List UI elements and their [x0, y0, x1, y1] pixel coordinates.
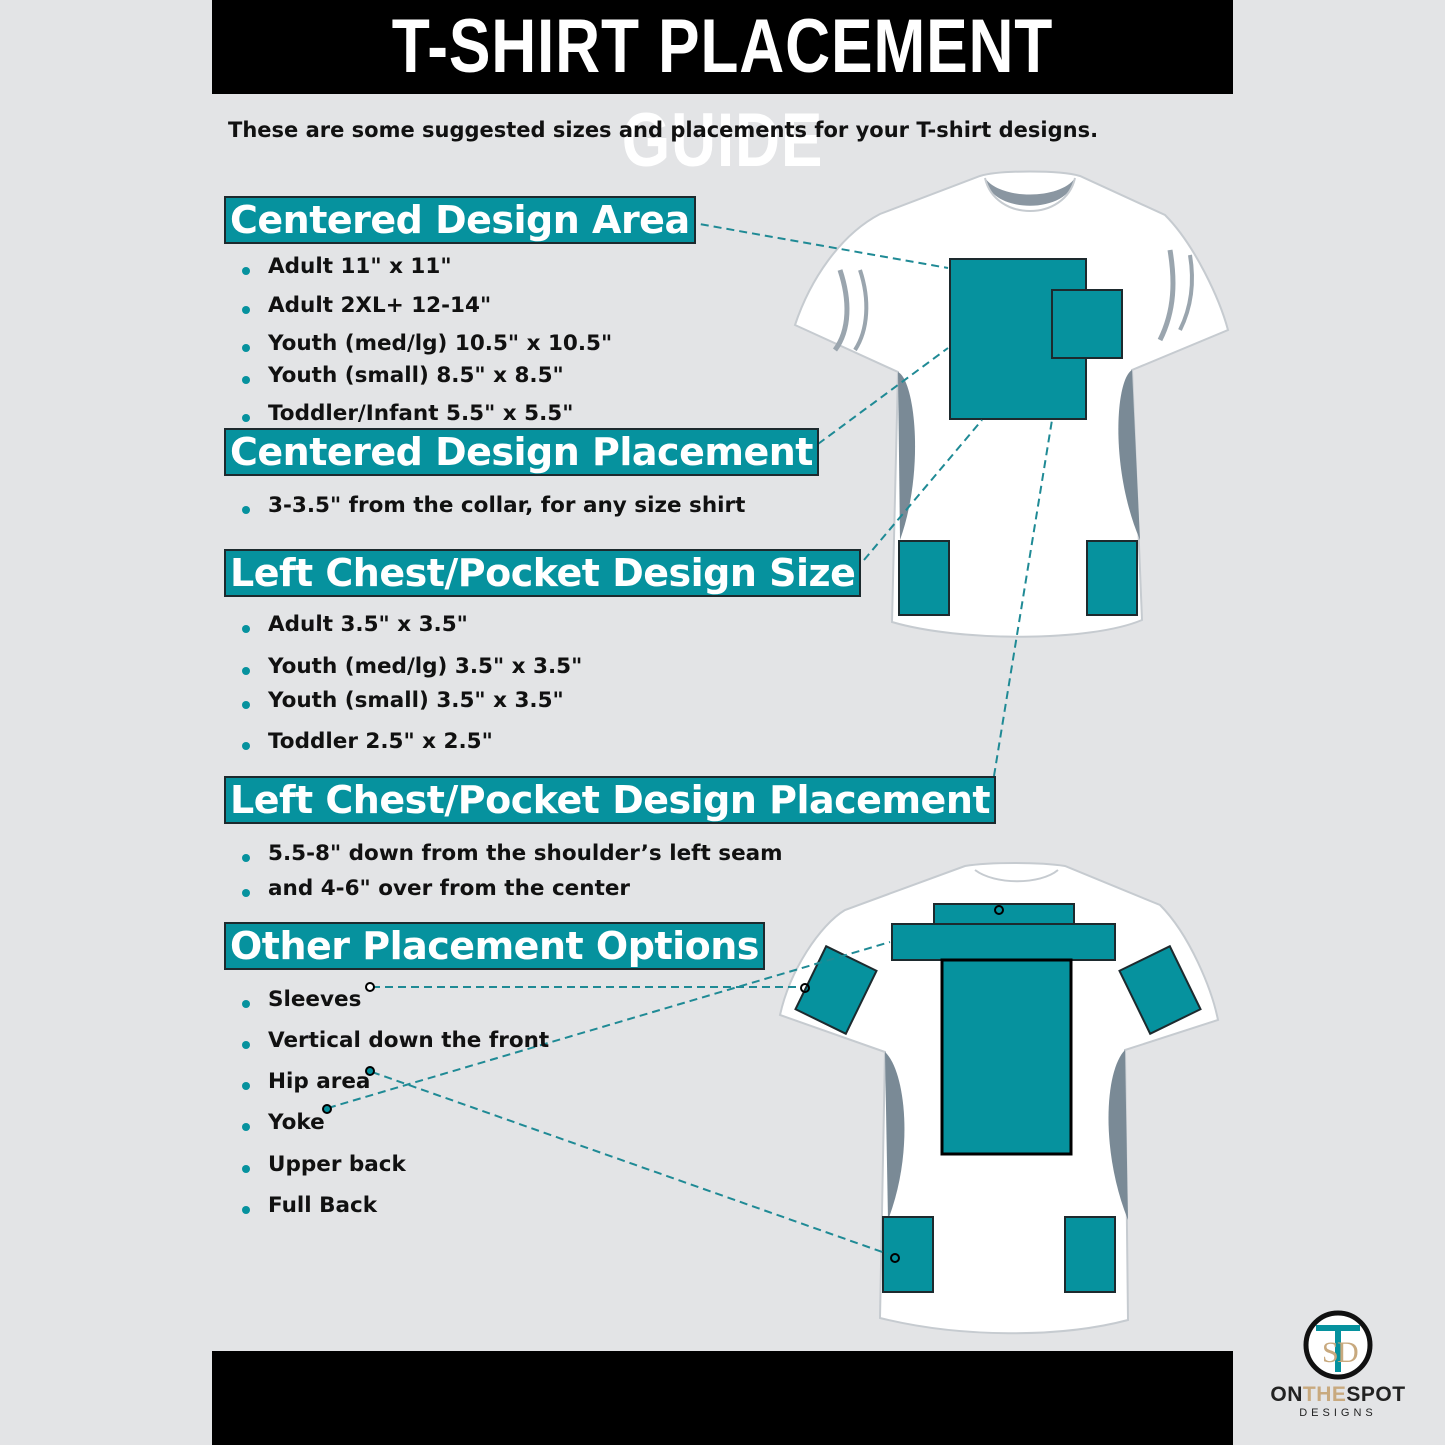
- list-item: 5.5-8" down from the shoulder’s left seam: [228, 841, 783, 866]
- list-item: Toddler/Infant 5.5" x 5.5": [228, 401, 573, 426]
- list-item: Yoke: [228, 1110, 325, 1135]
- upper-back-box: [892, 924, 1115, 960]
- list-item: Youth (small) 8.5" x 8.5": [228, 363, 564, 388]
- full-back-box: [942, 960, 1071, 1154]
- list-item: Youth (med/lg) 3.5" x 3.5": [228, 654, 582, 679]
- list-item: Upper back: [228, 1152, 406, 1177]
- back-hip-box-right: [1065, 1217, 1115, 1292]
- list-item: Vertical down the front: [228, 1028, 549, 1053]
- left-chest-box: [1052, 290, 1122, 358]
- list-item: Youth (small) 3.5" x 3.5": [228, 688, 564, 713]
- logo-mark: [1306, 1313, 1370, 1377]
- heading-centered-design-placement: Centered Design Placement: [224, 428, 819, 476]
- back-shirt: [780, 863, 1218, 1333]
- subtitle: These are some suggested sizes and placements for your T-shirt designs.: [228, 118, 1099, 142]
- heading-left-chest-size: Left Chest/Pocket Design Size: [224, 549, 861, 597]
- logo-subtext: DESIGNS: [1299, 1407, 1377, 1419]
- list-item: Adult 2XL+ 12-14": [228, 293, 491, 318]
- list-item: and 4-6" over from the center: [228, 876, 630, 901]
- logo-word-the: THE: [1302, 1383, 1347, 1406]
- list-item: 3-3.5" from the collar, for any size shirt: [228, 493, 745, 518]
- back-hip-box-left: [883, 1217, 933, 1292]
- front-hip-box-right: [1087, 541, 1137, 615]
- list-item: Adult 3.5" x 3.5": [228, 612, 468, 637]
- front-hip-box-left: [899, 541, 949, 615]
- svg-text:D: D: [1337, 1336, 1359, 1369]
- logo-wordmark: [1262, 1383, 1414, 1407]
- heading-left-chest-placement: Left Chest/Pocket Design Placement: [224, 776, 996, 824]
- list-item: Full Back: [228, 1193, 377, 1218]
- list-item: Sleeves: [228, 987, 361, 1012]
- svg-text:S: S: [1322, 1336, 1339, 1369]
- list-item: Adult 11" x 11": [228, 254, 452, 279]
- footer-bar: [212, 1351, 1233, 1445]
- list-item: Toddler 2.5" x 2.5": [228, 729, 493, 754]
- page-title: T-SHIRT PLACEMENT GUIDE: [391, 4, 1054, 183]
- list-item: Hip area: [228, 1069, 370, 1094]
- heading-centered-design-area: Centered Design Area: [224, 196, 696, 244]
- heading-other-options: Other Placement Options: [224, 922, 765, 970]
- logo-word-on: ON: [1270, 1383, 1303, 1406]
- logo-word-spot: SPOT: [1346, 1383, 1406, 1406]
- list-item: Youth (med/lg) 10.5" x 10.5": [228, 331, 612, 356]
